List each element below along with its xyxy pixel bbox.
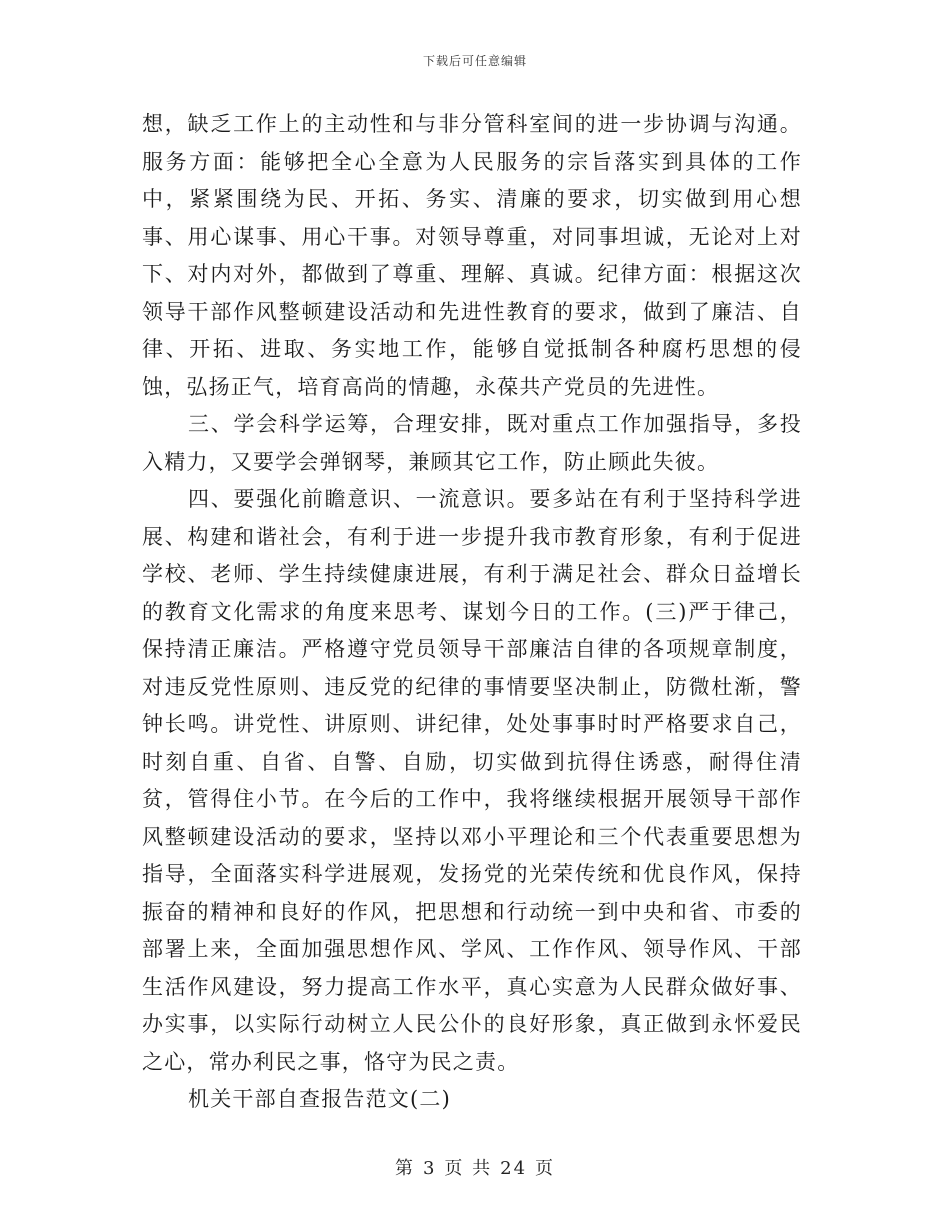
section-heading: 机关干部自查报告范文(二)	[188, 1087, 451, 1111]
footer-page-number: 3	[422, 1158, 437, 1179]
paragraph-section-three: 三、学会科学运筹，合理安排，既对重点工作加强指导，多投入精力，又要学会弹钢琴，兼顾其它工作，防止顾此失彼。	[142, 412, 802, 474]
footer-prefix: 第	[394, 1158, 415, 1179]
page-header: 下载后可任意编辑	[422, 54, 527, 68]
document-body	[142, 106, 802, 1119]
paragraph-section-four: 四、要强化前瞻意识、一流意识。要多站在有利于坚持科学进展、构建和谐社会，有利于进一步提升我市教育形象，有利于促进学校、老师、学生持续健康进展，有利于满足社会、群众日益增长的教育文化需求的角度来思考、谋划今日的工作。(三)严于律己，保持清正廉洁。严格遵守党员领导干部廉洁自律的各项规章制度，对违反党性原则、违反党的纪律的事情要坚决制止，防微杜渐，警钟长鸣。讲党性、讲原则、讲纪律，处处事事时时严格要求自己，时刻自重、自省、自警、自励，切实做到抗得住诱惑，耐得住清贫，管得住小节。在今后的工作中，我将继续根据开展领导干部作风整顿建设活动的要求，坚持以邓小平理论和三个代表重要思想为指导，全面落实科学进展观，发扬党的光荣传统和优良作风，保持振奋的精神和良好的作风，把思想和行动统一到中央和省、市委的部署上来，全面加强思想作风、学风、工作作风、领导作风、干部生活作风建设，努力提高工作水平，真心实意为人民群众做好事、办实事，以实际行动树立人民公仆的良好形象，真正做到永怀爱民之心，常办利民之事，恪守为民之责。	[142, 487, 802, 1074]
page-footer	[0, 1154, 950, 1180]
footer-total-pages: 24	[500, 1158, 528, 1179]
footer-middle: 页 共	[444, 1158, 493, 1179]
footer-suffix: 页	[535, 1158, 556, 1179]
paragraph-continuation: 想，缺乏工作上的主动性和与非分管科室间的进一步协调与沟通。服务方面：能够把全心全意为人民服务的宗旨落实到具体的工作中，紧紧围绕为民、开拓、务实、清廉的要求，切实做到用心想事、用心谋事、用心干事。对领导尊重，对同事坦诚，无论对上对下、对内对外，都做到了尊重、理解、真诚。纪律方面：根据这次领导干部作风整顿建设活动和先进性教育的要求，做到了廉洁、自律、开拓、进取、务实地工作，能够自觉抵制各种腐朽思想的侵蚀，弘扬正气，培育高尚的情趣，永葆共产党员的先进性。	[142, 112, 802, 399]
